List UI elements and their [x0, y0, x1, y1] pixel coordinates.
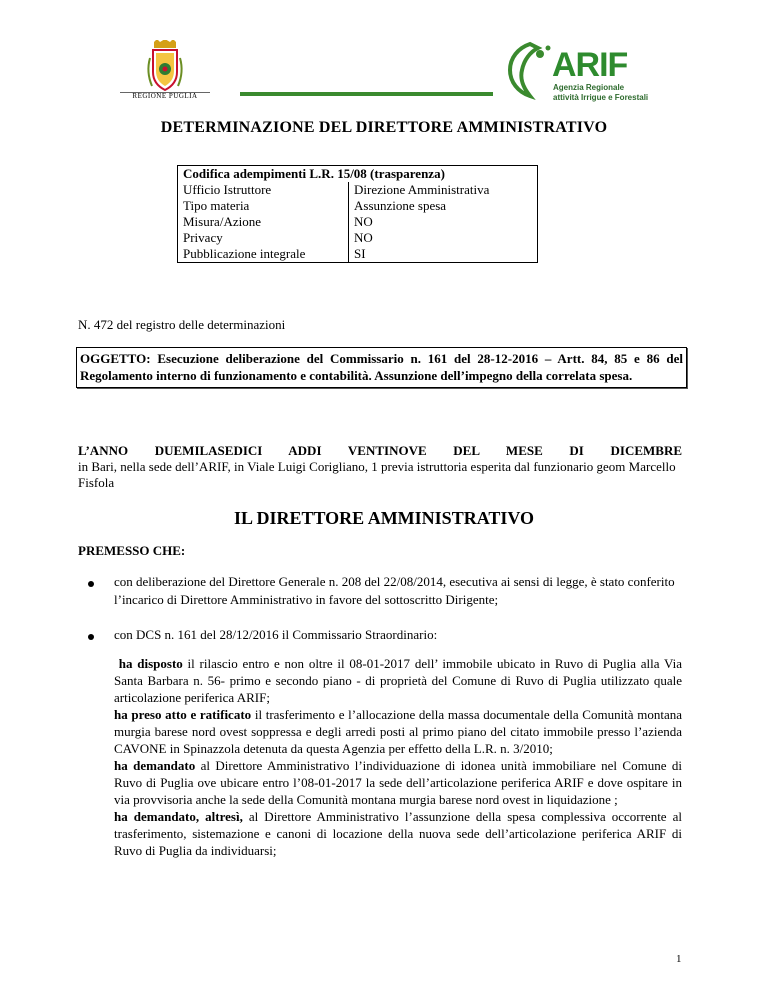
arif-logo-word: ARIF	[552, 46, 628, 84]
provision-lead: ha demandato	[114, 758, 196, 773]
page-number: 1	[676, 953, 682, 965]
oggetto-box: OGGETTO: Esecuzione deliberazione del Commissario n. 161 del 28-12-2016 – Artt. 84, 85 e 86 del Regolamento interno di funzionamento e contabilità. Assunzione dell’impegno della correlata spesa.	[76, 347, 687, 388]
provision-lead: ha demandato, altresì,	[114, 809, 243, 824]
arif-leaf-icon	[500, 40, 560, 100]
table-row-value: NO	[349, 230, 538, 246]
premesso-heading: PREMESSO CHE:	[78, 543, 186, 558]
provision-paragraph	[114, 706, 682, 757]
date-statement-line: L’ANNO DUEMILASEDICI ADDI VENTINOVE DEL MESE DI DICEMBRE	[78, 443, 682, 458]
table-row-label: Tipo materia	[178, 198, 349, 214]
bullet-dot-icon	[88, 581, 94, 587]
bullet-item: con deliberazione del Direttore Generale n. 208 del 22/08/2014, esecutiva ai sensi di legge, è stato conferito l’incarico di Direttore Amministrativo in favore del sottoscritto Dirigente;	[114, 574, 675, 607]
bullet-dot-icon	[88, 634, 94, 640]
provision-text: il rilascio entro e non oltre il 08-01-2017 dell’ immobile ubicato in Ruvo di Puglia alla Via Santa Barbara n. 56- primo e secondo piano - di proprietà del Comune di Ruvo di Puglia utilizzato quale articolazione periferica ARIF;	[114, 656, 683, 705]
provision-paragraph	[114, 757, 682, 808]
table-row-label: Privacy	[178, 230, 349, 246]
provision-lead: ha disposto	[118, 656, 183, 671]
regione-puglia-emblem-icon	[120, 40, 210, 95]
place-statement-line: in Bari, nella sede dell’ARIF, in Viale Luigi Corigliano, 1 previa istruttoria esperita dal funzionario geom Marcello Fisfola	[78, 459, 676, 490]
provision-paragraph	[114, 655, 682, 706]
bullet-item: con DCS n. 161 del 28/12/2016 il Commissario Straordinario:	[114, 627, 438, 642]
transparency-table	[177, 165, 538, 263]
provision-text: al Direttore Amministrativo l’assunzione della spesa complessiva occorrente al trasferimento, sistemazione e canoni di locazione della nuova sede dell’articolazione periferica ARIF di Ruvo di Puglia da individuarsi;	[114, 809, 682, 858]
dcs-provisions	[114, 655, 682, 859]
register-number: N. 472 del registro delle determinazioni	[78, 317, 286, 332]
provision-text: il trasferimento e l’allocazione della massa documentale della Comunità montana murgia barese nord ovest soppressa e degli arredi posti al primo piano del citato immobile presso l’azienda CAVONE in Spinazzola detenuta da questa Agenzia per effetto della L.R. n. 3/2010;	[114, 707, 682, 756]
table-row-value: NO	[349, 214, 538, 230]
section-title: IL DIRETTORE AMMINISTRATIVO	[233, 508, 535, 528]
table-row-label: Pubblicazione integrale	[178, 246, 349, 263]
table-row-label: Ufficio Istruttore	[178, 182, 349, 198]
table-row-value: SI	[349, 246, 538, 263]
date-place-statement	[78, 443, 682, 491]
provision-text: al Direttore Amministrativo l’individuazione di idonea unità immobiliare nel Comune di Ruvo di Puglia ove ubicare entro l’08-01-2017 la sede dell’articolazione periferica ARIF e dove ospitare in via provvisoria anche la sede della Comunità montana murgia barese nord ovest in liquidazione ;	[114, 758, 682, 807]
arif-logo-subtitle-line1: Agenzia Regionale	[553, 83, 625, 92]
document-title: DETERMINAZIONE DEL DIRETTORE AMMINISTRATIVO	[160, 119, 608, 136]
table-row-label: Misura/Azione	[178, 214, 349, 230]
provision-paragraph	[114, 808, 682, 859]
arif-logo-rule	[240, 92, 493, 96]
provision-lead: ha preso atto e ratificato	[114, 707, 252, 722]
transparency-table-heading: Codifica adempimenti L.R. 15/08 (trasparenza)	[178, 166, 538, 183]
table-row-value: Direzione Amministrativa	[349, 182, 538, 198]
arif-logo-subtitle-line2: attività Irrigue e Forestali	[553, 93, 649, 102]
table-row-value: Assunzione spesa	[349, 198, 538, 214]
regione-puglia-caption: REGIONE PUGLIA	[132, 92, 198, 100]
